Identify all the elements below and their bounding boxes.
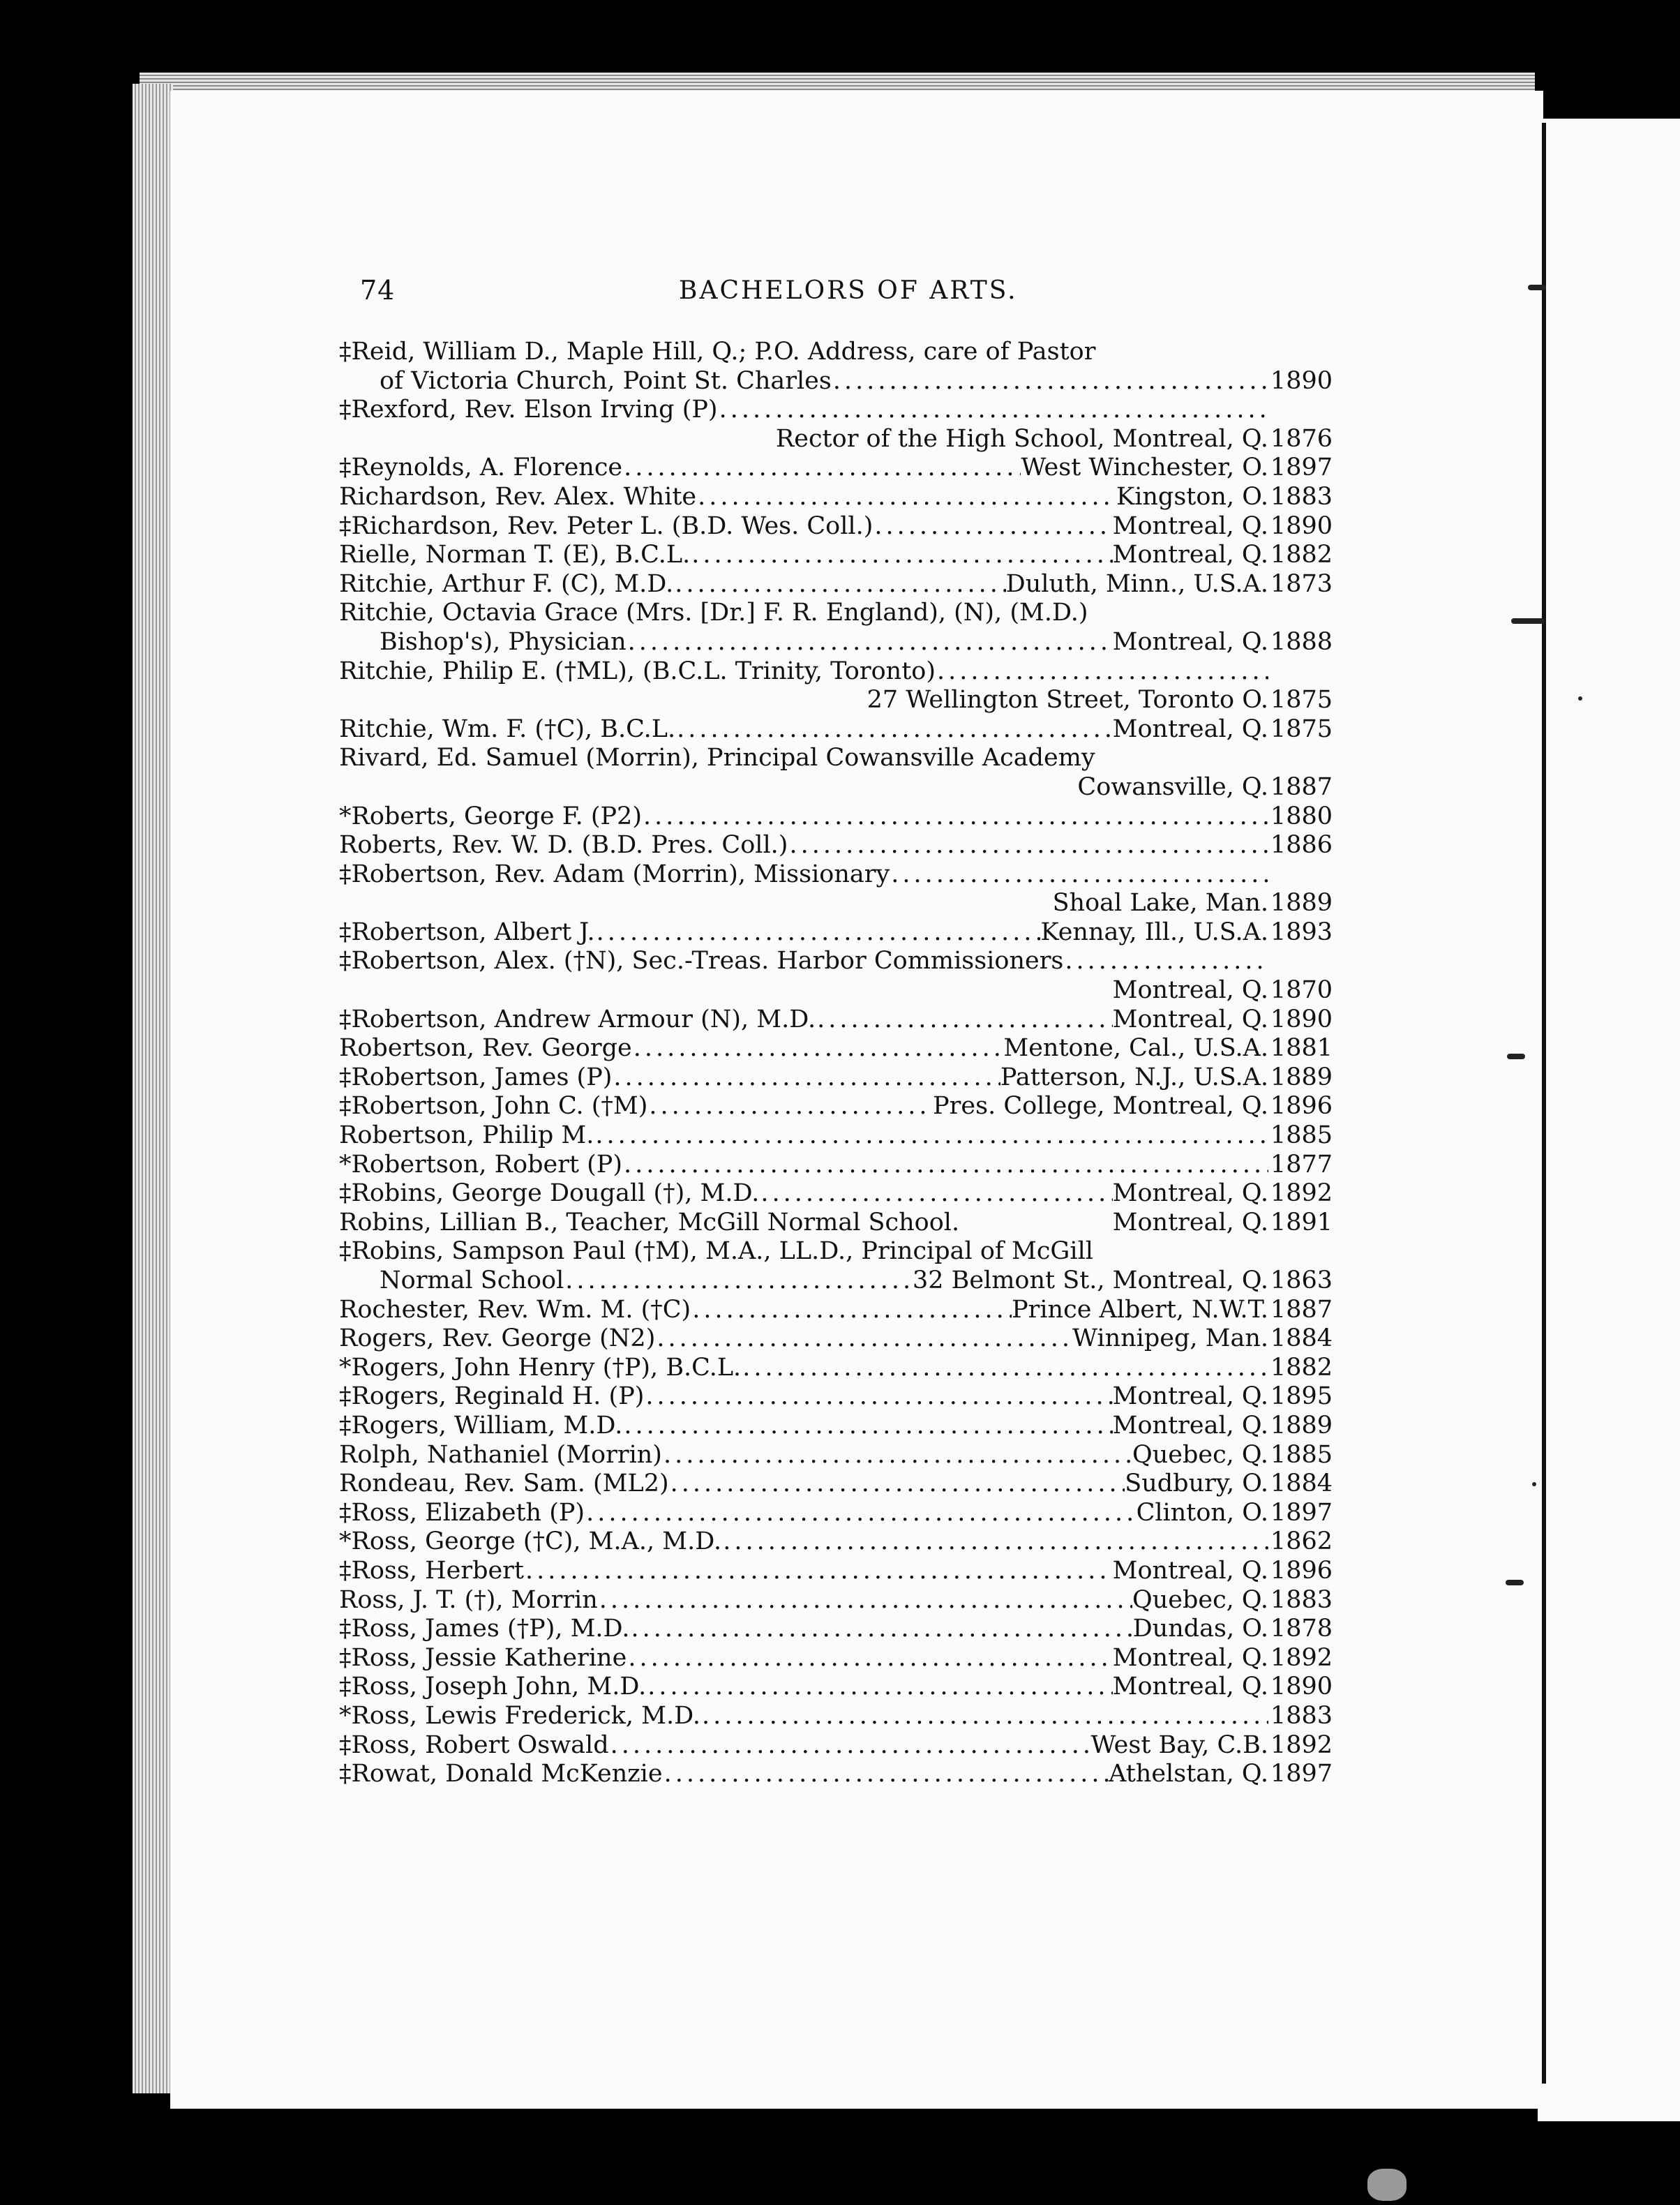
entry-location: 32 Belmont St., Montreal, Q. — [912, 1266, 1268, 1294]
entry-year: 1862 — [1270, 1527, 1333, 1556]
dot-leader — [627, 1644, 1112, 1673]
entry-year: 1890 — [1270, 1673, 1333, 1701]
entry-year: 1883 — [1270, 482, 1333, 511]
dot-leader — [632, 1034, 1004, 1063]
entry-line — [339, 686, 1333, 715]
dot-leader — [696, 483, 1116, 512]
dot-leader — [595, 918, 1041, 948]
entry-line — [339, 831, 1333, 860]
entry-year: 1870 — [1270, 976, 1333, 1005]
dot-leader — [609, 1731, 1091, 1761]
dot-leader — [647, 1092, 933, 1121]
entry-line — [339, 889, 1333, 918]
dot-leader — [594, 1121, 1268, 1151]
entry-year: 1893 — [1270, 918, 1333, 946]
entry-line — [339, 338, 1333, 367]
entry-name-text: ‡Ross, Elizabeth (P) — [339, 1498, 585, 1527]
entry-line — [339, 1731, 1333, 1761]
entry-line — [339, 396, 1333, 425]
entry-line — [339, 367, 1333, 396]
entry-name-text: Robertson, Rev. George — [339, 1034, 632, 1063]
entry-name-text: ‡Robins, George Dougall (†), M.D. — [339, 1179, 760, 1208]
entry-line — [339, 1063, 1333, 1093]
binding-thread-mark — [1511, 618, 1545, 624]
entry-name-text: ‡Ross, James (†P), M.D. — [339, 1615, 630, 1643]
dot-leader — [564, 1266, 913, 1296]
dot-leader — [669, 1470, 1125, 1499]
entry-name-text: Rogers, Rev. George (N2) — [339, 1324, 656, 1353]
entry-location: Montreal, Q. — [1112, 976, 1268, 1005]
entry-year: 1882 — [1270, 541, 1333, 569]
entry-year: 1877 — [1270, 1150, 1333, 1179]
entry-line — [339, 802, 1333, 832]
entry-name-text: *Roberts, George F. (P2) — [339, 802, 642, 830]
entry-line — [339, 1586, 1333, 1615]
entry-line — [339, 715, 1333, 745]
entry-name-text: Normal School — [380, 1266, 564, 1294]
entry-line — [339, 1615, 1333, 1644]
entry-line — [339, 744, 1333, 773]
entry-name-text: ‡Rowat, Donald McKenzie — [339, 1760, 663, 1788]
entry-name-text: *Ross, Lewis Frederick, M.D. — [339, 1701, 701, 1730]
entry-name-text: ‡Rogers, William, M.D. — [339, 1411, 623, 1440]
entry-year: 1895 — [1270, 1382, 1333, 1411]
entry-location: Dundas, O. — [1132, 1615, 1268, 1643]
entry-year: 1876 — [1270, 424, 1333, 453]
dot-leader — [936, 657, 1268, 687]
dot-leader — [700, 1702, 1268, 1731]
entry-name-text: ‡Ross, Joseph John, M.D. — [339, 1673, 647, 1701]
entry-line — [339, 860, 1333, 890]
entry-year: 1897 — [1270, 1760, 1333, 1788]
entry-year: 1883 — [1270, 1701, 1333, 1730]
entry-line — [339, 599, 1333, 628]
entry-line — [339, 773, 1333, 802]
entry-year: 1884 — [1270, 1324, 1333, 1353]
entry-year: 1888 — [1270, 627, 1333, 656]
entry-location: Montreal, Q. — [1112, 1179, 1268, 1208]
entry-location: Clinton, O. — [1136, 1498, 1268, 1527]
page-header — [0, 275, 1680, 310]
entry-year: 1875 — [1270, 715, 1333, 743]
entry-name-text: *Rogers, John Henry (†P), B.C.L. — [339, 1353, 742, 1382]
entry-location: Sudbury, O. — [1125, 1470, 1268, 1498]
dot-leader — [612, 1063, 1000, 1093]
entry-line — [339, 657, 1333, 687]
dot-leader — [1063, 947, 1268, 976]
entry-location: Montreal, Q. — [1112, 1411, 1268, 1440]
entry-location: Mentone, Cal., U.S.A. — [1003, 1034, 1268, 1063]
entry-line — [339, 947, 1333, 976]
entry-line — [339, 1179, 1333, 1209]
entry-line — [339, 1092, 1333, 1121]
dot-leader — [718, 396, 1268, 425]
paper-speck — [1532, 1482, 1536, 1486]
entry-name-text: Rondeau, Rev. Sam. (ML2) — [339, 1470, 669, 1498]
facing-page-strip — [1538, 119, 1680, 2121]
entry-name-text: Richardson, Rev. Alex. White — [339, 482, 697, 511]
dot-leader — [721, 1527, 1268, 1557]
dot-leader — [622, 1412, 1112, 1441]
entry-location: Patterson, N.J., U.S.A. — [1000, 1063, 1268, 1091]
entry-location: Rector of the High School, Montreal, Q. — [775, 424, 1268, 453]
entry-line — [339, 454, 1333, 483]
entry-year: 1889 — [1270, 889, 1333, 918]
entry-location: Prince Albert, N.W.T. — [1012, 1295, 1268, 1324]
entry-year: 1881 — [1270, 1034, 1333, 1063]
entry-line — [339, 1382, 1333, 1412]
entry-year: 1884 — [1270, 1470, 1333, 1498]
entry-line — [339, 1702, 1333, 1731]
entry-year: 1889 — [1270, 1063, 1333, 1091]
dot-leader — [622, 454, 1021, 483]
entry-line — [339, 1673, 1333, 1702]
binding-thread-mark — [1507, 1054, 1525, 1059]
entry-name-text: Bishop's), Physician — [380, 627, 627, 656]
entry-year: 1875 — [1270, 686, 1333, 715]
page-edges — [133, 84, 173, 2093]
entry-location: Montreal, Q. — [1112, 1673, 1268, 1701]
entry-name-text: ‡Ross, Robert Oswald — [339, 1731, 609, 1759]
entry-name-text: ‡Robertson, Andrew Armour (N), M.D. — [339, 1005, 816, 1033]
entry-line — [339, 1121, 1333, 1151]
entry-name-text: Robins, Lillian B., Teacher, McGill Normal School. — [339, 1208, 960, 1236]
entry-name-text: Ritchie, Wm. F. (†C), B.C.L. — [339, 715, 676, 743]
entry-year: 1886 — [1270, 831, 1333, 860]
entry-line — [339, 541, 1333, 570]
dot-leader — [690, 541, 1112, 570]
entry-year: 1878 — [1270, 1615, 1333, 1643]
entry-location: Pres. College, Montreal, Q. — [933, 1092, 1268, 1121]
entry-year: 1897 — [1270, 454, 1333, 482]
entry-line — [339, 1151, 1333, 1180]
dot-leader — [873, 512, 1112, 541]
entry-line — [339, 976, 1333, 1006]
entry-line — [339, 512, 1333, 541]
entry-name-text: Ritchie, Arthur F. (C), M.D. — [339, 569, 674, 598]
entry-year: 1882 — [1270, 1353, 1333, 1382]
entry-name-text: ‡Robertson, Alex. (†N), Sec.-Treas. Harbor Commissioners — [339, 947, 1064, 976]
entry-line — [339, 1557, 1333, 1586]
entry-name-text: ‡Richardson, Rev. Peter L. (B.D. Wes. Coll.) — [339, 511, 873, 540]
entry-list — [339, 338, 1333, 1789]
entry-name-text: Rivard, Ed. Samuel (Morrin), Principal Cowansville Academy — [339, 744, 1095, 772]
entry-year: 1891 — [1270, 1208, 1333, 1236]
entry-location: Kennay, Ill., U.S.A. — [1040, 918, 1268, 946]
entry-location: Kingston, O. — [1116, 482, 1268, 511]
entry-year: 1887 — [1270, 772, 1333, 801]
entry-line — [339, 1412, 1333, 1441]
entry-name-text: Ritchie, Philip E. (†ML), (B.C.L. Trinity, Toronto) — [339, 657, 936, 685]
entry-name-text: ‡Ross, Herbert — [339, 1556, 524, 1585]
entry-location: Quebec, Q. — [1132, 1585, 1268, 1614]
entry-location: Quebec, Q. — [1132, 1440, 1268, 1469]
entry-location: Montreal, Q. — [1112, 1208, 1268, 1236]
entry-line — [339, 1499, 1333, 1528]
entry-name-text: ‡Ross, Jessie Katherine — [339, 1643, 627, 1672]
entry-year: 1885 — [1270, 1121, 1333, 1150]
entry-name-text: ‡Rogers, Reginald H. (P) — [339, 1382, 645, 1411]
entry-line — [339, 1296, 1333, 1325]
entry-year: 1890 — [1270, 511, 1333, 540]
entry-name-text: Ritchie, Octavia Grace (Mrs. [Dr.] F. R. England), (N), (M.D.) — [339, 599, 1088, 627]
entry-name-text: Rolph, Nathaniel (Morrin) — [339, 1440, 662, 1469]
entry-location: Montreal, Q. — [1112, 627, 1268, 656]
entry-location: West Winchester, O. — [1021, 454, 1268, 482]
entry-location: Montreal, Q. — [1112, 1382, 1268, 1411]
entry-location: Montreal, Q. — [1112, 1556, 1268, 1585]
entry-name-text: ‡Reynolds, A. Florence — [339, 454, 623, 482]
entry-line — [339, 918, 1333, 948]
dot-leader — [673, 570, 1005, 599]
entry-name-text: Rochester, Rev. Wm. M. (†C) — [339, 1295, 691, 1324]
corner-blot — [1367, 2169, 1407, 2201]
dot-leader — [759, 1179, 1112, 1209]
entry-name-text: ‡Rexford, Rev. Elson Irving (P) — [339, 396, 718, 424]
entry-year: 1897 — [1270, 1498, 1333, 1527]
entry-name-text: ‡Robertson, Albert J. — [339, 918, 595, 946]
binding-thread-mark — [1506, 1580, 1524, 1585]
dot-leader — [816, 1006, 1112, 1035]
entry-year: 1896 — [1270, 1092, 1333, 1121]
entry-year: 1873 — [1270, 569, 1333, 598]
page-number: 74 — [360, 275, 396, 306]
entry-location: Athelstan, Q. — [1109, 1760, 1268, 1788]
entry-line — [339, 1324, 1333, 1354]
entry-name-text: ‡Robins, Sampson Paul (†M), M.A., LL.D., Principal of McGill — [339, 1237, 1093, 1266]
entry-location: Montreal, Q. — [1112, 1005, 1268, 1033]
dot-leader — [524, 1557, 1113, 1586]
entry-line — [339, 1354, 1333, 1383]
entry-name-text: ‡Reid, William D., Maple Hill, Q.; P.O. Address, care of Pastor — [339, 338, 1096, 366]
entry-year: 1887 — [1270, 1295, 1333, 1324]
entry-year: 1892 — [1270, 1179, 1333, 1208]
dot-leader — [627, 628, 1113, 657]
entry-name-text: of Victoria Church, Point St. Charles — [380, 366, 832, 395]
entry-name-text: ‡Robertson, John C. (†M) — [339, 1092, 648, 1121]
dot-leader — [662, 1441, 1132, 1470]
dot-leader — [890, 860, 1268, 890]
entry-line — [339, 1470, 1333, 1499]
entry-name-text: ‡Robertson, Rev. Adam (Morrin), Missionary — [339, 860, 890, 888]
entry-name-text: *Ross, George (†C), M.A., M.D. — [339, 1527, 722, 1556]
entry-location: Duluth, Minn., U.S.A. — [1005, 569, 1268, 598]
dot-leader — [663, 1760, 1109, 1789]
entry-line — [339, 1209, 1333, 1238]
entry-line — [339, 628, 1333, 657]
entry-year: 1863 — [1270, 1266, 1333, 1294]
entry-line — [339, 1006, 1333, 1035]
entry-location: Cowansville, Q. — [1077, 772, 1268, 801]
dot-leader — [644, 1382, 1112, 1412]
entry-location: Montreal, Q. — [1112, 715, 1268, 743]
entry-line — [339, 1034, 1333, 1063]
running-head: BACHELORS OF ARTS. — [679, 276, 1018, 305]
entry-location: Montreal, Q. — [1112, 541, 1268, 569]
entry-line — [339, 1527, 1333, 1557]
entry-name-text: Roberts, Rev. W. D. (B.D. Pres. Coll.) — [339, 831, 788, 860]
dot-leader — [655, 1324, 1072, 1354]
entry-year: 1889 — [1270, 1411, 1333, 1440]
dot-leader — [675, 715, 1113, 745]
entry-line — [339, 425, 1333, 454]
entry-name-text: ‡Robertson, James (P) — [339, 1063, 613, 1091]
dot-leader — [832, 367, 1268, 396]
entry-line — [339, 1237, 1333, 1266]
dot-leader — [642, 802, 1268, 832]
entry-location: Shoal Lake, Man. — [1052, 889, 1268, 918]
entry-line — [339, 1441, 1333, 1470]
entry-line — [339, 1266, 1333, 1296]
entry-location: Winnipeg, Man. — [1072, 1324, 1268, 1353]
entry-name-text: Ross, J. T. (†), Morrin — [339, 1585, 598, 1614]
dot-leader — [741, 1354, 1268, 1383]
entry-year: 1892 — [1270, 1643, 1333, 1672]
dot-leader — [630, 1615, 1133, 1644]
entry-year: 1883 — [1270, 1585, 1333, 1614]
entry-line — [339, 1760, 1333, 1789]
dot-leader — [598, 1586, 1132, 1615]
entry-year: 1890 — [1270, 366, 1333, 395]
entry-year: 1890 — [1270, 1005, 1333, 1033]
entry-year: 1896 — [1270, 1556, 1333, 1585]
dot-leader — [646, 1673, 1112, 1702]
entry-name-text: *Robertson, Robert (P) — [339, 1150, 622, 1179]
dot-leader — [691, 1296, 1012, 1325]
dot-leader — [585, 1499, 1137, 1528]
entry-location: Montreal, Q. — [1112, 1643, 1268, 1672]
dot-leader — [622, 1151, 1268, 1180]
entry-year: 1880 — [1270, 802, 1333, 830]
entry-year: 1892 — [1270, 1731, 1333, 1759]
entry-line — [339, 483, 1333, 512]
entry-location: 27 Wellington Street, Toronto O. — [867, 686, 1268, 715]
dot-leader — [788, 831, 1268, 860]
paper-speck — [1578, 696, 1582, 701]
entry-name-text: Robertson, Philip M. — [339, 1121, 594, 1150]
entry-year: 1885 — [1270, 1440, 1333, 1469]
entry-line — [339, 1644, 1333, 1673]
entry-line — [339, 570, 1333, 599]
gutter-line — [1542, 123, 1546, 2084]
entry-location: West Bay, C.B. — [1090, 1731, 1268, 1759]
entry-location: Montreal, Q. — [1112, 511, 1268, 540]
entry-name-text: Rielle, Norman T. (E), B.C.L. — [339, 541, 691, 569]
